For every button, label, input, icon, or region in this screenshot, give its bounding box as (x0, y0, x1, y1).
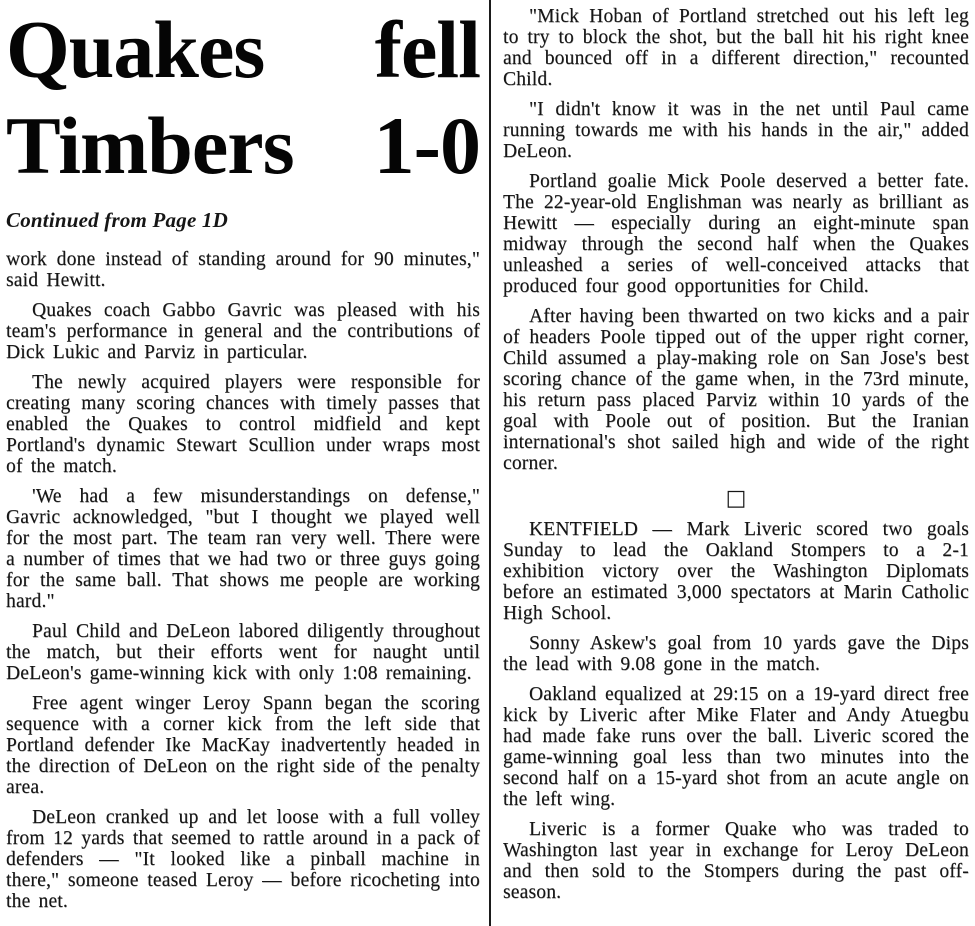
article-paragraph: Oakland equalized at 29:15 on a 19-yard direct free kick by Liveric after Mike Flater and Andy Atuegbu had made fake runs over the ball. Liveric scored the game-winning goal less than two minutes into the second half on a 15-yard shot from an acute angle on the left wing. (503, 684, 969, 810)
article-paragraph: The newly acquired players were responsible for creating many scoring chances with timely passes that enabled the Quakes to control midfield and kept Portland's dynamic Stewart Scullion under wraps most of the match. (6, 372, 480, 477)
column-divider-rule (489, 0, 491, 926)
article-paragraph: work done instead of standing around for 90 minutes," said Hewitt. (6, 249, 480, 291)
article-paragraph: Sonny Askew's goal from 10 yards gave the Dips the lead with 9.08 gone in the match. (503, 633, 969, 675)
article-paragraph: "I didn't know it was in the net until Paul came running towards me with his hands in the air," added DeLeon. (503, 99, 969, 162)
article-paragraph: Paul Child and DeLeon labored diligently throughout the match, but their efforts went for naught until DeLeon's game-winning kick with only 1:08 remaining. (6, 621, 480, 684)
article-paragraph: "Mick Hoban of Portland stretched out his left leg to try to block the shot, but the ball hit his right knee and bounced off in a different direction," recounted Child. (503, 6, 969, 90)
article-headline (6, 0, 480, 194)
article-paragraph: Free agent winger Leroy Spann began the scoring sequence with a corner kick from the left side that Portland defender Ike MacKay inadvertently headed in the direction of DeLeon on the right side of the penalty area. (6, 693, 480, 798)
article-paragraph: 'We had a few misunderstandings on defense," Gavric acknowledged, "but I thought we played well for the most part. The team ran very well. There were a number of times that we had two or three guys going for the same ball. That shows me people are working hard." (6, 486, 480, 612)
headline-line-2: Timbers 1-0 (6, 100, 480, 191)
headline-line-1: Quakes fell (6, 4, 480, 95)
article-paragraph: KENTFIELD — Mark Liveric scored two goals Sunday to lead the Oakland Stompers to a 2-1 exhibition victory over the Washington Diplomats before an estimated 3,000 spectators at Marin Catholic High School. (503, 519, 969, 624)
section-divider-box: □ (725, 486, 747, 511)
article-paragraph: Quakes coach Gabbo Gavric was pleased with his team's performance in general and the contributions of Dick Lukic and Parviz in particular. (6, 300, 480, 363)
right-column (503, 6, 969, 903)
article-paragraph: DeLeon cranked up and let loose with a full volley from 12 yards that seemed to rattle around in a pack of defenders — "It looked like a pinball machine in there," someone teased Leroy — before ricocheting into the net. (6, 807, 480, 912)
article-paragraph: After having been thwarted on two kicks and a pair of headers Poole tipped out of the upper right corner, Child assumed a play-making role on San Jose's best scoring chance of the game when, in the 73rd minute, his return pass placed Parviz within 10 yards of the goal with Poole out of position. But the Iranian international's shot sailed high and wide of the right corner. (503, 306, 969, 474)
left-column (6, 0, 480, 912)
article-paragraph: Portland goalie Mick Poole deserved a better fate. The 22-year-old Englishman was nearly as brilliant as Hewitt — especially during an eight-minute span midway through the second half when the Quakes unleashed a series of well-conceived attacks that produced four good opportunities for Child. (503, 171, 969, 297)
article-paragraph: Liveric is a former Quake who was traded to Washington last year in exchange for Leroy DeLeon and then sold to the Stompers during the past off-season. (503, 819, 969, 903)
continued-from-note: Continued from Page 1D (6, 208, 228, 232)
